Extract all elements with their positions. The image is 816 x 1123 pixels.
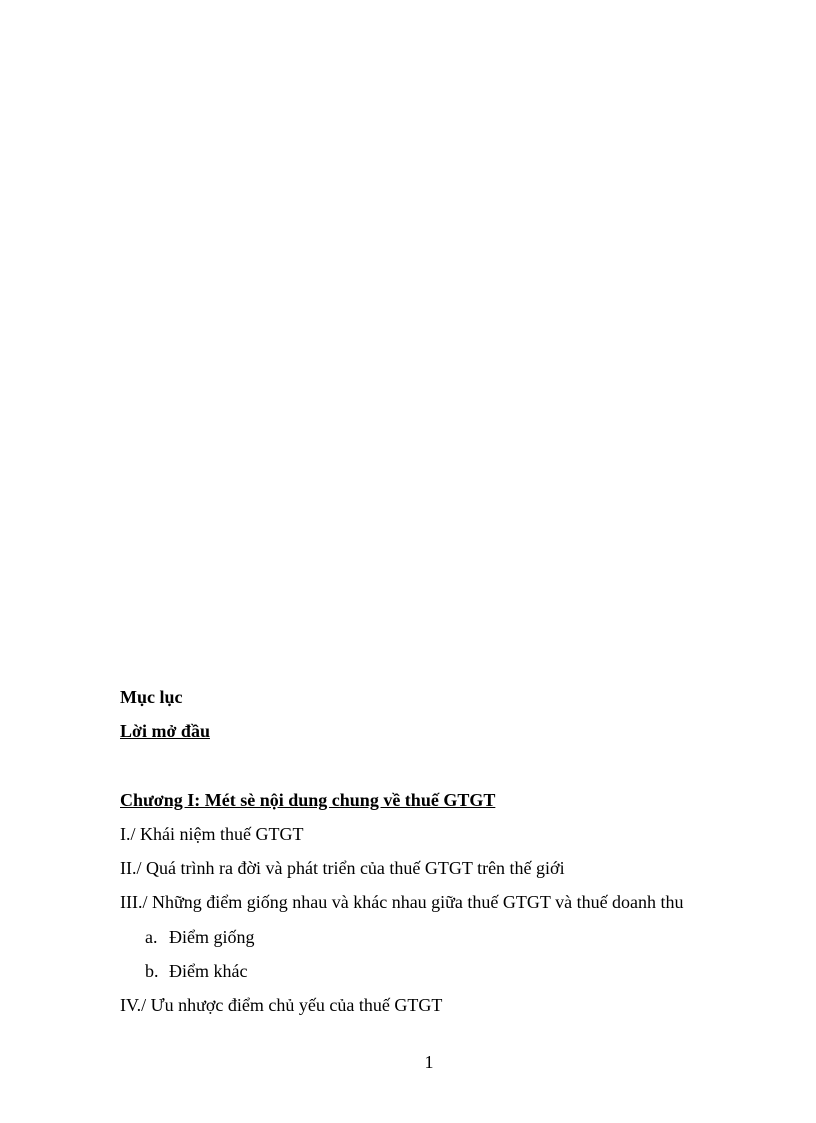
toc-heading: Mục lục [120, 687, 183, 707]
subitem-text: Điểm khác [169, 961, 248, 981]
subitem-marker: a. [145, 927, 158, 947]
subitem-text: Điểm giống [169, 927, 255, 947]
toc-item-3: III./ Những điểm giống nhau và khác nhau giữa thuế GTGT và thuế doanh thu [120, 892, 684, 912]
toc-subitem-b [145, 960, 247, 982]
toc-item-2: II./ Quá trình ra đời và phát triển của thuế GTGT trên thế giới [120, 858, 565, 878]
toc-item-1: I./ Khái niệm thuế GTGT [120, 824, 304, 844]
toc-intro-link: Lời mở đầu [120, 721, 210, 741]
toc-item-4: IV./ Ưu nhược điểm chủ yếu của thuế GTGT [120, 995, 443, 1015]
toc-subitem-a [145, 926, 255, 948]
page-number: 1 [424, 1052, 434, 1072]
chapter-1-title: Chương I: Mét sè nội dung chung về thuế GTGT [120, 790, 496, 810]
subitem-marker: b. [145, 961, 159, 981]
